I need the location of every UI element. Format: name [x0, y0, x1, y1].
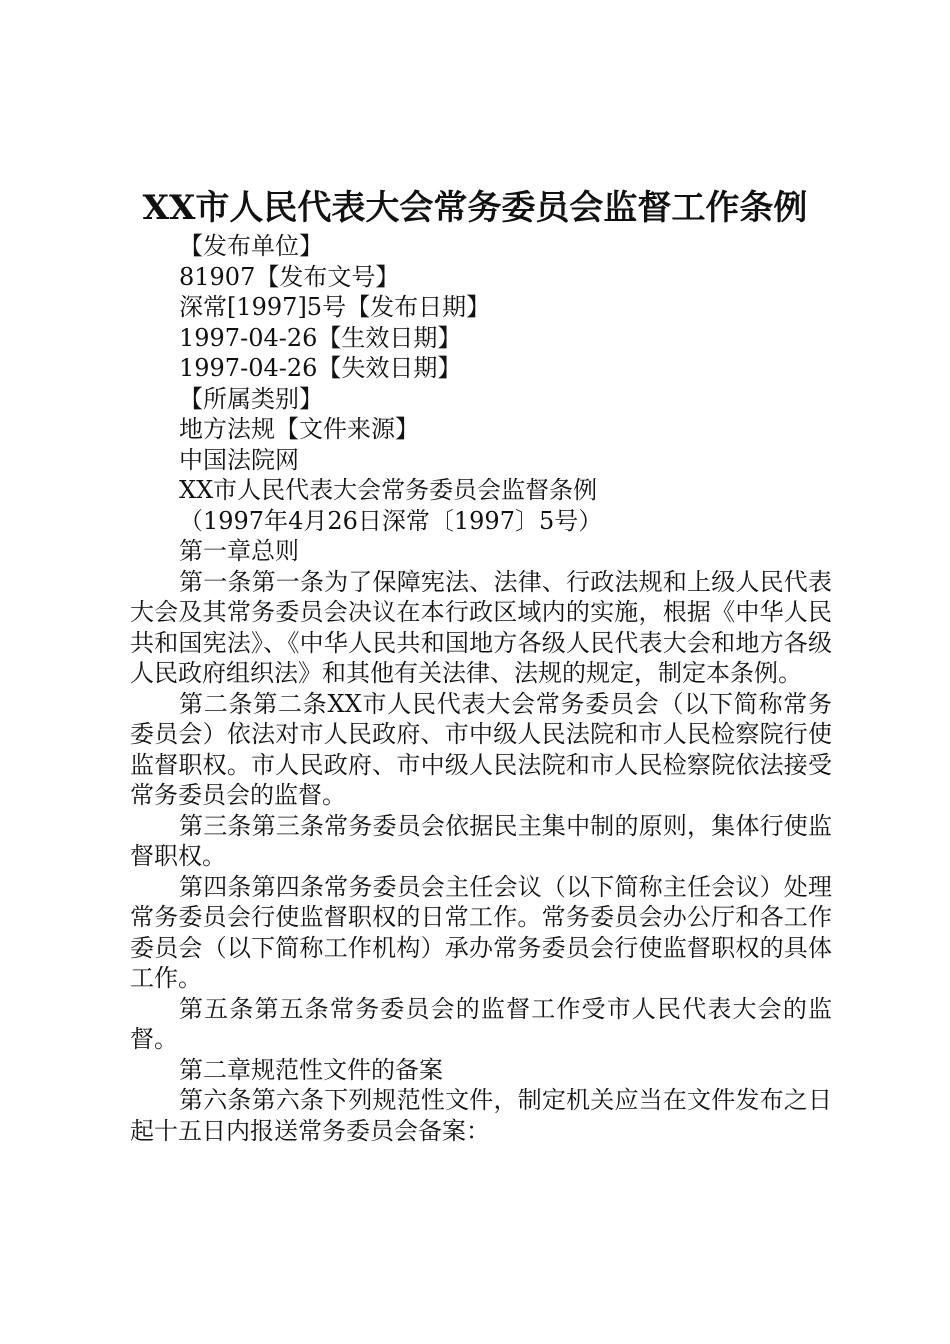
chapter-heading-2: 第二章规范性文件的备案 — [179, 1055, 443, 1084]
article-1: 第一条第一条为了保障宪法、法律、行政法规和上级人民代表大会及其常务委员会决议在本行政区域内的实施，根据《中华人民共和国宪法》、《中华人民共和国地方各级人民代表大会和地方各级人民政府组织法》和其他有关法律、法规的规定，制定本条例。 — [130, 567, 832, 687]
article-6: 第六条第六条下列规范性文件，制定机关应当在文件发布之日起十五日内报送常务委员会备案： — [130, 1086, 832, 1145]
regulation-date-note: （1997年4月26日深常〔1997〕5号） — [179, 506, 603, 535]
article-5: 第五条第五条常务委员会的监督工作受市人民代表大会的监督。 — [130, 994, 832, 1053]
article-3: 第三条第三条常务委员会依据民主集中制的原则，集体行使监督职权。 — [130, 811, 832, 870]
document-title: XX市人民代表大会常务委员会监督工作条例 — [142, 188, 808, 228]
meta-line-source: 地方法规【文件来源】 — [179, 415, 419, 443]
chapter-heading-1: 第一章总则 — [179, 537, 299, 565]
article-4: 第四条第四条常务委员会主任会议（以下简称主任会议）处理常务委员会行使监督职权的日常工作。常务委员会办公厅和各工作委员会（以下简称工作机构）承办常务委员会行使监督职权的具体工作。 — [130, 872, 832, 992]
document-body — [130, 231, 832, 1146]
meta-line-expiry-date: 1997-04-26【失效日期】 — [179, 354, 462, 382]
meta-line-source-name: 中国法院网 — [179, 445, 299, 474]
regulation-name: XX市人民代表大会常务委员会监督条例 — [179, 476, 598, 504]
meta-line-issue-date: 深常[1997]5号【发布日期】 — [179, 293, 491, 321]
article-2: 第二条第二条XX市人民代表大会常务委员会（以下简称常务委员会）依法对市人民政府、市中级人民法院和市人民检察院行使监督职权。市人民政府、市中级人民法院和市人民检察院依法接受常务委员会的监督。 — [130, 689, 832, 809]
meta-line-effective-date: 1997-04-26【生效日期】 — [179, 323, 462, 352]
meta-line-category: 【所属类别】 — [179, 384, 323, 413]
meta-line-issuer: 【发布单位】 — [179, 232, 323, 260]
meta-line-doc-number: 81907【发布文号】 — [179, 262, 400, 291]
